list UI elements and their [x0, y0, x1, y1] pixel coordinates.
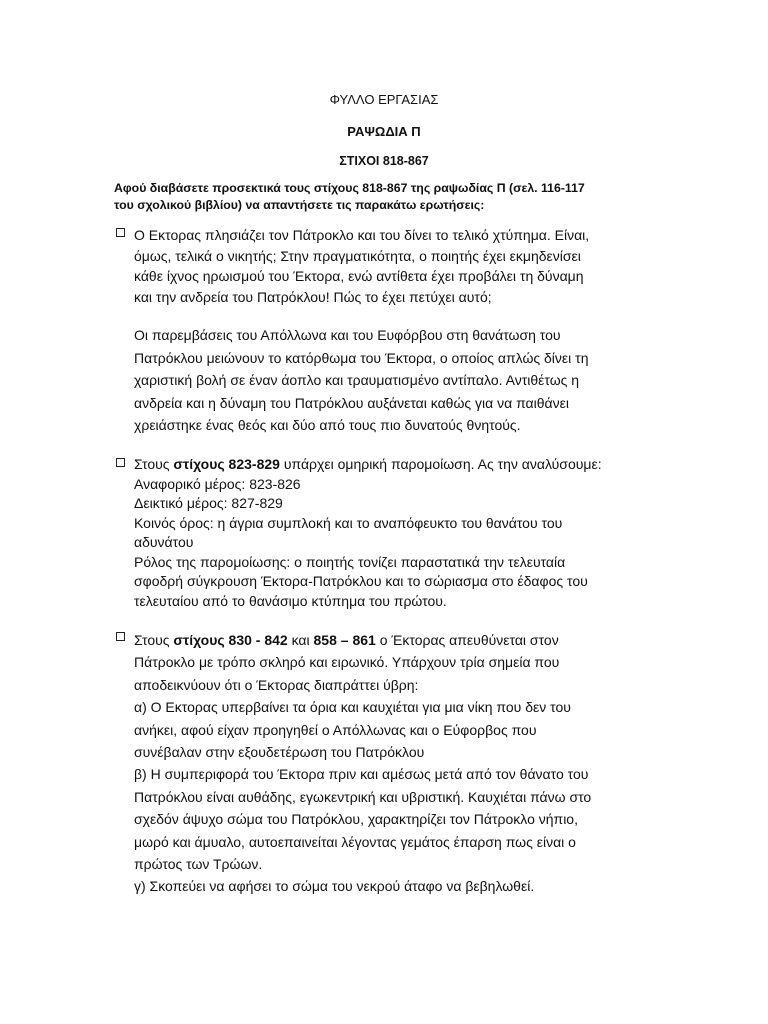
- question-3-first-line: [134, 629, 669, 651]
- text-run: και: [287, 632, 314, 648]
- question-1-line: κάθε ίχνος ηρωισμού του Έκτορα, ενώ αντίθετα έχει προβάλει τη δύναμη: [134, 268, 584, 284]
- answer-1: [134, 324, 674, 437]
- text-run: Στους: [134, 632, 174, 648]
- answer-1-line: Οι παρεμβάσεις του Απόλλωνα και του Ευφόρβου στη θανάτωση του: [134, 327, 561, 343]
- text-run: Στους: [134, 456, 174, 472]
- question-3-line: γ) Σκοπεύει να αφήσει το σώμα του νεκρού άταφο να βεβηλωθεί.: [134, 878, 535, 895]
- question-1-text: [134, 225, 669, 307]
- question-3-line: σχεδόν άψυχο σώμα του Πατρόκλου, χαρακτηρίζει τον Πάτροκλο νήπιο,: [134, 811, 578, 828]
- question-2-line: Κοινός όρος: η άγρια συμπλοκή και το αναπόφευκτο του θανάτου του: [134, 514, 563, 531]
- answer-1-line: ανδρεία και η δύναμη του Πατρόκλου αυξάνεται καθώς για να παιθάνει: [134, 394, 569, 411]
- question-3-line: Πάτροκλο με τρόπο σκληρό και ειρωνικό. Υπάρχουν τρία σημεία που: [134, 654, 560, 671]
- checkbox-bullet-icon: [116, 228, 125, 237]
- verse-reference: στίχους 823-829: [173, 456, 280, 472]
- question-3-line: Πατρόκλου είναι αυθάδης, εγωκεντρική και υβριστική. Καυχιέται πάνω στο: [134, 788, 592, 805]
- worksheet-title: ΦΥΛΛΟ ΕΡΓΑΣΙΑΣ: [329, 92, 439, 107]
- question-1-line: και την ανδρεία του Πατρόκλου! Πώς το έχει πετύχει αυτό;: [134, 288, 492, 305]
- question-2-first-line: [134, 455, 669, 475]
- question-2-line: Ρόλος της παρομοίωσης: ο ποιητής τονίζει παραστατικά την τελευταία: [134, 553, 566, 570]
- verse-reference: 858 – 861: [313, 632, 376, 648]
- question-2-line: σφοδρή σύγκρουση Έκτορα-Πατρόκλου και το σώριασμα στο έδαφος του: [134, 573, 588, 589]
- verses-heading: ΣΤΙΧΟΙ 818-867: [339, 154, 429, 168]
- rhapsody-heading: ΡΑΨΩΔΙΑ Π: [347, 124, 421, 139]
- question-3-line: ανήκει, αφού είχαν προηγηθεί ο Απόλλωνας και ο Εύφορβος που: [134, 721, 537, 738]
- question-3-line: α) Ο Εκτορας υπερβαίνει τα όρια και καυχιέται για μια νίκη που δεν του: [134, 699, 571, 716]
- answer-1-line: χαριστική βολή σε έναν άοπλο και τραυματισμένο αντίπαλο. Αντιθέτως η: [134, 372, 580, 388]
- instructions-line-2: του σχολικού βιβλίου) να απαντήσετε τις παρακάτω ερωτήσεις:: [114, 198, 485, 212]
- verse-reference: στίχους 830 - 842: [173, 632, 288, 648]
- question-2-line: Αναφορικό μέρος: 823-826: [134, 475, 301, 492]
- question-3-line: πρώτος των Τρώων.: [134, 856, 263, 873]
- question-1-line: Ο Εκτορας πλησιάζει τον Πάτροκλο και του δίνει το τελικό χτύπημα. Είναι,: [134, 227, 590, 243]
- question-2-line: αδυνάτου: [134, 534, 194, 550]
- instructions-line-1: Αφού διαβάσετε προσεκτικά τους στίχους 818-867 της ραψωδίας Π (σελ. 116-117: [114, 181, 585, 195]
- question-2-line: τελευταίου από το θανάσιμο κτύπημα του πρώτου.: [134, 592, 447, 609]
- text-run: υπάρχει ομηρική παρομοίωση. Ας την αναλύσουμε:: [279, 456, 602, 472]
- question-3-text: [134, 629, 669, 898]
- answer-1-line: χρειάστηκε ένας θεός και δύο από τους πιο δυνατούς θνητούς.: [134, 417, 521, 433]
- question-3-line: μωρό και άμυαλο, αυτοεπαινείται λέγοντας γεμάτος έπαρση πως είναι ο: [134, 833, 576, 850]
- checkbox-bullet-icon: [116, 632, 125, 641]
- answer-1-line: Πατρόκλου μειώνουν το κατόρθωμα του Έκτορα, ο οποίος απλώς δίνει τη: [134, 349, 589, 366]
- question-3-line: συνέβαλαν στην εξουδετέρωση του Πατρόκλου: [134, 744, 425, 761]
- question-2-line: Δεικτικό μέρος: 827-829: [134, 495, 283, 511]
- question-3-line: αποδεικνύουν ότι ο Έκτορας διαπράττει ύβρη:: [134, 676, 419, 693]
- instructions: [114, 180, 659, 214]
- question-2-text: [134, 455, 669, 611]
- text-run: ο Έκτορας απευθύνεται στον: [375, 632, 559, 648]
- checkbox-bullet-icon: [116, 458, 125, 467]
- question-1-line: όμως, τελικά ο νικητής; Στην πραγματικότητα, ο ποιητής έχει εκμηδενίσει: [134, 247, 581, 264]
- question-3-line: β) Η συμπεριφορά του Έκτορα πριν και αμέσως μετά από τον θάνατο του: [134, 766, 589, 783]
